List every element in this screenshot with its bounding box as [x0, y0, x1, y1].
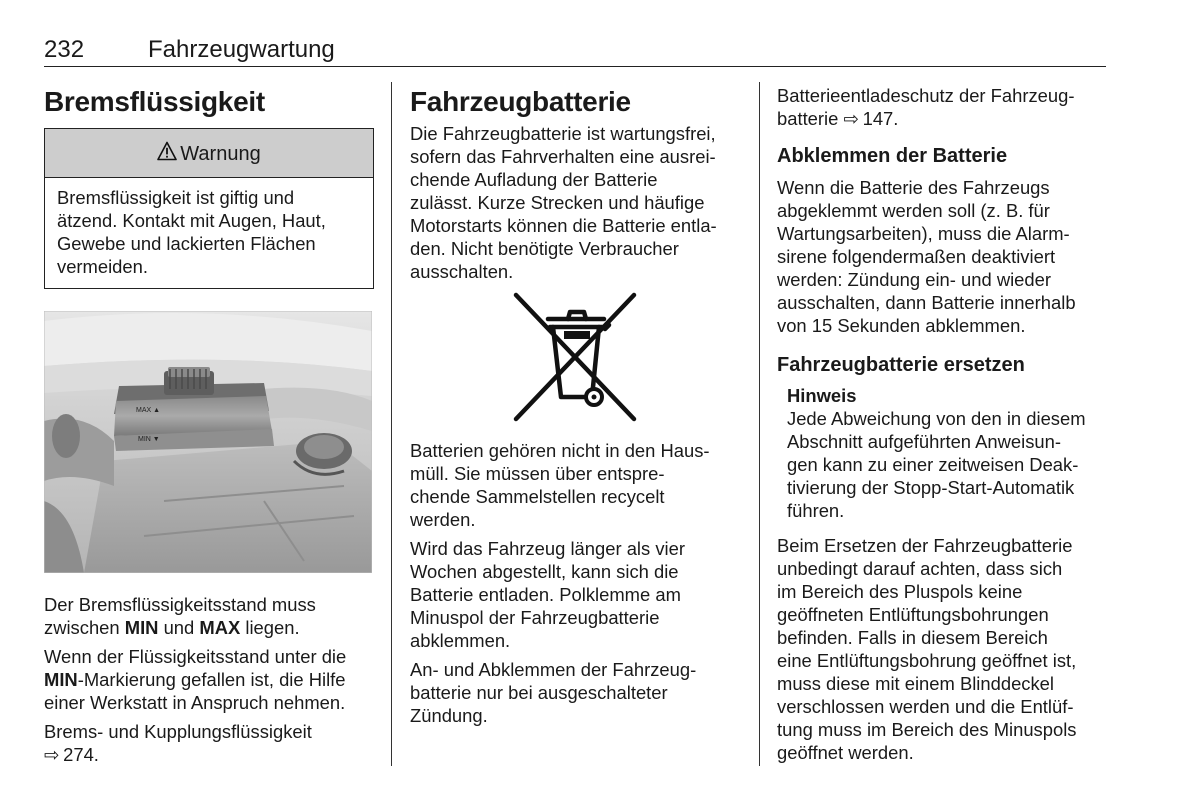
keyword-max: MAX — [199, 617, 241, 638]
warning-box — [44, 128, 374, 289]
paragraph-level: Der Bremsflüssigkeitsstand muss zwischen MIN und MAX liegen. — [44, 594, 316, 638]
hint-text: Jede Abweichung von den in diesem Abschnitt aufgeführten Anweisun- gen kann zu einer zeitweisen Deak- tivierung der Stopp-Start-Automatik führen. — [787, 408, 1086, 521]
page-header — [44, 36, 1106, 67]
warning-text: Bremsflüssigkeit ist giftig und ätzend. Kontakt mit Augen, Haut, Gewebe und lackierten Flächen vermeiden. — [57, 187, 326, 277]
paragraph-recycling: Batterien gehören nicht in den Haus- müll. Sie müssen über entspre- chende Sammelstellen recycelt werden. — [410, 440, 710, 530]
cap-max-marking: MAX ▲ — [136, 407, 161, 414]
heading-replace-battery: Fahrzeugbatterie ersetzen — [777, 354, 1025, 376]
hint-box — [787, 385, 1107, 522]
paragraph-replace-vents: Beim Ersetzen der Fahrzeugbatterie unbedingt darauf achten, dass sich im Bereich des Pluspols keine geöffneten Entlüftungsbohrungen befinden. Falls in diesem Bereich eine Entlüftungsbohrung geöffnet ist, muss diese mit einem Blinddeckel verschlossen werden und die Entlüf- tung muss im Bereich des Minuspols geöffnet werden. — [777, 535, 1077, 763]
paragraph-reference: Brems- und Kupplungsflüssigkeit ⇨ 274. — [44, 721, 312, 765]
paragraph-ignition-off: An- und Abklemmen der Fahrzeug- batterie nur bei ausgeschalteter Zündung. — [410, 659, 697, 726]
reference-arrow-icon: ⇨ — [843, 108, 859, 129]
heading-vehicle-battery: Fahrzeugbatterie — [410, 86, 631, 117]
column-1 — [44, 80, 374, 772]
paragraph-low-level: Wenn der Flüssigkeitsstand unter die MIN-Markierung gefallen ist, die Hilfe einer Werkstatt in Anspruch nehmen. — [44, 646, 347, 713]
brake-fluid-reservoir-photo — [44, 311, 372, 573]
keyword-min: MIN — [124, 617, 159, 638]
heading-disconnect-battery: Abklemmen der Batterie — [777, 145, 1008, 167]
reference-arrow-icon: ⇨ — [44, 744, 60, 765]
paragraph-long-parking: Wird das Fahrzeug länger als vier Wochen abgestellt, kann sich die Batterie entladen. Polklemme am Minuspol der Fahrzeugbatterie abklemmen. — [410, 538, 685, 651]
page-number: 232 — [44, 36, 85, 63]
page-reference-link[interactable]: ⇨ 274. — [44, 744, 99, 765]
hint-title: Hinweis — [787, 385, 857, 406]
column-divider — [391, 82, 392, 766]
column-divider — [759, 82, 760, 766]
section-title: Fahrzeugwartung — [148, 36, 335, 63]
warning-title: Warnung — [180, 143, 261, 165]
heading-brake-fluid: Bremsflüssigkeit — [44, 86, 265, 117]
warning-header — [45, 129, 373, 178]
warning-triangle-icon — [157, 141, 177, 161]
keyword-min: MIN — [44, 669, 78, 690]
column-2 — [410, 80, 742, 733]
paragraph-disconnect: Wenn die Batterie des Fahrzeugs abgeklemmt werden soll (z. B. für Wartungsarbeiten), muss die Alarm- sirene folgendermaßen deaktiviert werden: Zündung ein- und wieder ausschalten, dann Batterie innerhalb von 15 Sekunden abklemmen. — [777, 177, 1076, 336]
crossed-out-wheelie-bin-icon — [508, 289, 644, 425]
crossed-out-bin-symbol — [410, 289, 742, 425]
page-reference-link[interactable]: ⇨ 147. — [843, 108, 899, 129]
paragraph-discharge-protection: Batterieentladeschutz der Fahrzeug- batterie ⇨ 147. — [777, 85, 1075, 129]
paragraph-maintenance-free: Die Fahrzeugbatterie ist wartungsfrei, sofern das Fahrverhalten eine ausrei- chende Aufladung der Batterie zulässt. Kurze Strecken und häufige Motorstarts können die Batterie entla- den. Nicht benötigte Verbraucher ausschalten. — [410, 123, 717, 282]
cap-min-marking: MIN ▼ — [138, 436, 160, 443]
column-3 — [777, 80, 1107, 770]
